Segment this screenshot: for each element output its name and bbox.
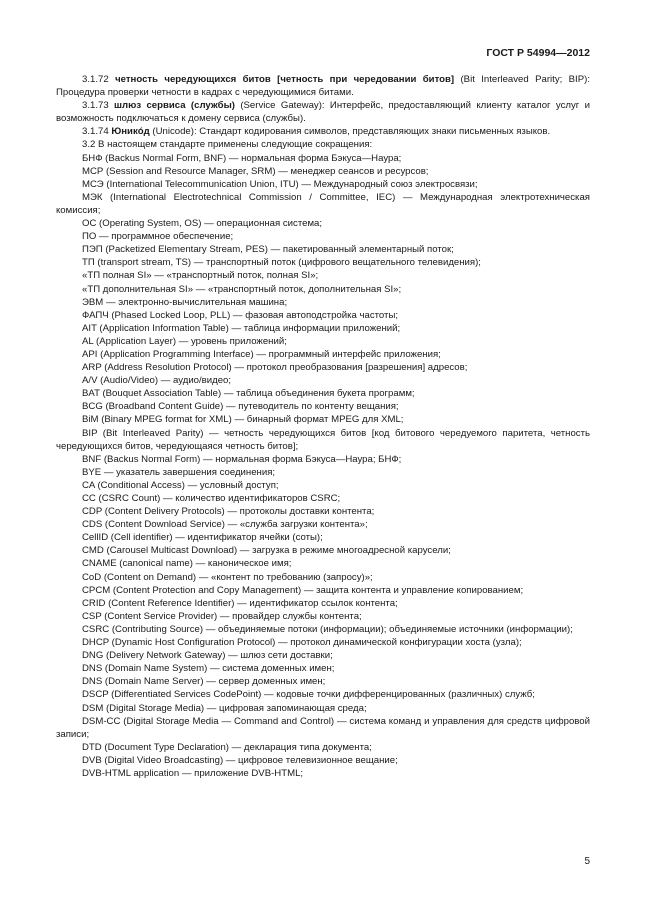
abbreviations-list <box>56 152 590 781</box>
abbreviation-item: ЭВМ — электронно-вычислительная машина; <box>82 296 288 308</box>
abbreviation-item: CA (Conditional Access) — условный доступ; <box>82 479 279 491</box>
abbreviation-item: ФАПЧ (Phased Locked Loop, PLL) — фазовая автоподстройка частоты; <box>82 309 399 321</box>
abbreviation-item: ARP (Address Resolution Protocol) — протокол преобразования [разрешения] адресов; <box>82 362 468 374</box>
abbreviation-item: BAT (Bouquet Association Table) — таблица объединения букета программ; <box>82 388 415 400</box>
abbreviation-item: BIP (Bit Interleaved Parity) — четность чередующихся битов [код битового чередуемого паритета, четность чередующихся битов, чередующаяся четность битов]; <box>56 427 590 452</box>
document-body <box>56 73 590 780</box>
definition-term: Юникóд <box>111 126 150 138</box>
abbreviation-item: ПО — программное обеспечение; <box>82 231 234 243</box>
abbreviation-item: CPCM (Content Protection and Copy Management) — защита контента и управление копированием; <box>82 584 524 596</box>
abbreviation-item: CSP (Content Service Provider) — провайдер службы контента; <box>82 610 362 622</box>
abbreviation-item: ТП (transport stream, TS) — транспортный поток (цифрового вещательного телевидения); <box>82 257 481 269</box>
definition-term: шлюз сервиса (службы) <box>114 100 235 112</box>
abbreviation-item: CMD (Carousel Multicast Download) — загрузка в режиме многоадресной карусели; <box>82 545 451 557</box>
abbreviation-item: DNG (Delivery Network Gateway) — шлюз сети доставки; <box>82 650 333 662</box>
abbreviation-item: DSCP (Differentiated Services CodePoint) — кодовые точки дифференцированных (различных) служб; <box>82 689 535 701</box>
page-number: 5 <box>584 856 590 867</box>
abbreviation-item: API (Application Programming Interface) — программный интерфейс приложения; <box>82 348 441 360</box>
abbreviation-item: МСР (Session and Resource Manager, SRM) — менеджер сеансов и ресурсов; <box>82 165 429 177</box>
abbreviation-item: CoD (Content on Demand) — «контент по требованию (запросу)»; <box>82 571 373 583</box>
abbreviation-item: «ТП дополнительная SI» — «транспортный поток, дополнительная SI»; <box>82 283 402 295</box>
abbreviation-item: BiM (Binary MPEG format for XML) — бинарный формат MPEG для XML; <box>82 414 404 426</box>
abbreviation-item: DVB (Digital Video Broadcasting) — цифровое телевизионное вещание; <box>82 754 398 766</box>
abbreviation-item: DNS (Domain Name System) — система доменных имен; <box>82 663 335 675</box>
abbreviation-item: DNS (Domain Name Server) — сервер доменных имен; <box>82 676 326 688</box>
abbreviation-item: A/V (Audio/Video) — аудио/видео; <box>82 375 232 387</box>
abbreviation-item: CRID (Content Reference Identifier) — идентификатор ссылок контента; <box>82 597 398 609</box>
abbreviation-item: BNF (Backus Normal Form) — нормальная форма Бэкуса—Наура; БНФ; <box>82 453 402 465</box>
document-header: ГОСТ Р 54994—2012 <box>486 47 590 59</box>
abbreviations-intro: 3.2 В настоящем стандарте применены следующие сокращения: <box>82 139 373 151</box>
abbreviation-item: BYE — указатель завершения соединения; <box>82 466 276 478</box>
abbreviation-item: ПЭП (Packetized Elementary Stream, PES) — пакетированный элементарный поток; <box>82 244 454 256</box>
abbreviation-item: CSRC (Contributing Source) — объединяемые потоки (информации); объединяемые источники (информации); <box>82 623 573 635</box>
abbreviation-item: DVB-HTML application — приложение DVB-HTML; <box>82 767 304 779</box>
abbreviation-item: БНФ (Backus Normal Form, BNF) — нормальная форма Бэкуса—Наура; <box>82 152 402 164</box>
abbreviation-item: CC (CSRC Count) — количество идентификаторов CSRC; <box>82 493 341 504</box>
abbreviation-item: CNAME (canonical name) — каноническое имя; <box>82 558 292 570</box>
abbreviation-item: CellID (Cell identifier) — идентификатор ячейки (соты); <box>82 532 323 544</box>
abbreviation-item: CDP (Content Delivery Protocols) — протоколы доставки контента; <box>82 506 375 518</box>
abbreviation-item: AIT (Application Information Table) — таблица информации приложений; <box>82 322 401 334</box>
abbreviation-item: МСЭ (International Telecommunication Union, ITU) — Международный союз электросвязи; <box>82 178 478 190</box>
definition-term: четность чередующихся битов [четность при чередовании битов] <box>115 74 455 85</box>
abbreviation-item: DHCP (Dynamic Host Configuration Protocol) — протокол динамической конфигурации хоста (узла); <box>82 637 522 649</box>
abbreviation-item: BCG (Broadband Content Guide) — путеводитель по контенту вещания; <box>82 401 399 413</box>
abbreviation-item: DTD (Document Type Declaration) — декларация типа документа; <box>82 741 372 753</box>
abbreviation-item: CDS (Content Download Service) — «служба загрузки контента»; <box>82 519 368 531</box>
definition-3-1-73: 3.1.73 шлюз сервиса (службы) (Service Gateway): Интерфейс, предоставляющий клиенту каталог услуг и возможность подключаться к домену сервиса (службы). <box>56 100 590 125</box>
abbreviation-item: DSM (Digital Storage Media) — цифровая запоминающая среда; <box>82 702 367 714</box>
definition-3-1-74: 3.1.74 Юникóд (Unicode): Стандарт кодирования символов, представляющих знаки письменных языков. <box>82 126 551 138</box>
abbreviation-item: DSM-CC (Digital Storage Media — Command and Control) — система команд и управления для средств цифровой записи; <box>56 715 590 740</box>
definition-3-1-72: 3.1.72 четность чередующихся битов [четность при чередовании битов] (Bit Interleaved Parity; BIP): Процедура проверки четности в кадрах с чередующимися битами. <box>56 74 590 99</box>
abbreviation-item: AL (Application Layer) — уровень приложений; <box>82 335 287 347</box>
abbreviation-item: МЭК (International Electrotechnical Commission / Committee, IEC) — Международная электротехническая комиссия; <box>56 191 590 216</box>
abbreviation-item: «ТП полная SI» — «транспортный поток, полная SI»; <box>82 270 319 282</box>
abbreviation-item: ОС (Operating System, OS) — операционная система; <box>82 218 323 230</box>
